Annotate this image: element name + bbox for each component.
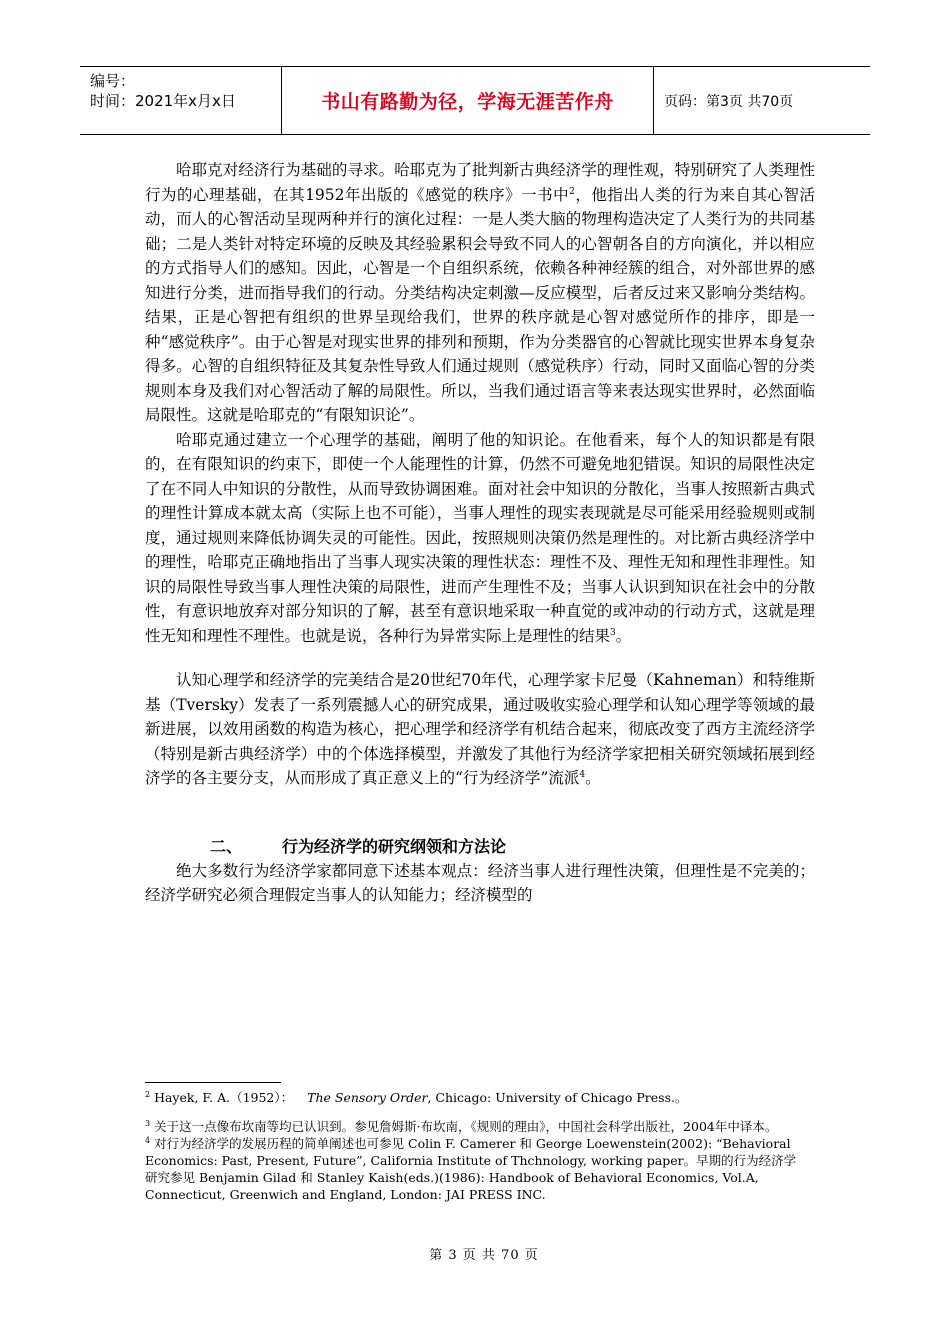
footnote-ref[interactable]: 2: [569, 186, 575, 197]
footnote-4: [145, 1135, 805, 1203]
footnotes: [145, 1089, 805, 1203]
footnote-3: [145, 1118, 805, 1135]
paragraph-text: 。: [585, 769, 601, 787]
footnote-text: 对行为经济学的发展历程的简单阐述也可参见 Colin F. Camerer 和 George Loewenstein(2002): “Behavioral Economics: Past, Present, Future”, California Institute of Thchnology, working paper。早期的行为经济学研究参见 Benjamin Gilad 和 Stanley Kaish(eds.)(1986): Handbook of Behavioral Economics, Vol.A, Connecticut, Greenwich and England, London: JAI PRESS INC.: [145, 1136, 797, 1202]
paragraph-text: ，他指出人类的行为来自其心智活动，而人的心智活动呈现两种并行的演化过程：一是人类大脑的物理构造决定了人类行为的共同基础；二是人类针对特定环境的反映及其经验累积会导致不同人的心智朝各自的方向演化，并以相应的方式指导人们的感知。因此，心智是一个自组织系统，依赖各种神经簇的组合，对外部世界的感知进行分类，进而指导我们的行动。分类结构决定刺激—反应模型，后者反过来又影响分类结构。结果，正是心智把有组织的世界呈现给我们，世界的秩序就是心智对感觉所作的排序，即是一种“感觉秩序”。由于心智是对现实世界的排列和预期，作为分类器官的心智就比现实世界本身复杂得多。心智的自组织特征及其复杂性导致人们通过规则（感觉秩序）行动，同时又面临心智的分类规则本身及我们对心智活动了解的局限性。所以，当我们通过语言等来表达现实世界时，必然面临局限性。这就是哈耶克的“有限知识论”。: [145, 185, 815, 424]
footnote-ref[interactable]: 4: [579, 769, 586, 780]
section-heading: [145, 835, 815, 859]
footnote-mark: 3: [145, 1118, 151, 1128]
footnote-mark: 4: [145, 1135, 151, 1145]
footnote-separator: [145, 1082, 281, 1083]
section-number: 二、: [210, 836, 243, 856]
page-header: [80, 66, 870, 135]
paragraph-hayek-sensory-order: [145, 158, 815, 428]
footer-page-number: 第 3 页 共 70 页: [429, 1248, 539, 1263]
paragraph-basic-views: 绝大多数行为经济学家都同意下述基本观点：经济当事人进行理性决策，但理性是不完美的；经济学研究必须合理假定当事人的认知能力；经济模型的: [145, 861, 815, 904]
document-body: [145, 158, 815, 908]
page-footer: [0, 1244, 950, 1263]
paragraph-text: 哈耶克通过建立一个心理学的基础，阐明了他的知识论。在他看来，每个人的知识都是有限的，在有限知识的约束下，即使一个人能理性的计算，仍然不可避免地犯错误。知识的局限性决定了在不同人中知识的分散性，从而导致协调困难。面对社会中知识的分散化，当事人按照新古典式的理性计算成本就太高（实际上也不可能），当事人理性的现实表现就是尽可能采用经验规则或制度，通过规则来降低协调失灵的可能性。因此，按照规则决策仍然是理性的。对比新古典经济学中的理性，哈耶克正确地指出了当事人现实决策的理性状态：理性不及、理性无知和理性非理性。知识的局限性导致当事人理性决策的局限性，进而产生理性不及；当事人认识到知识在社会中的分散性，有意识地放弃对部分知识的了解，甚至有意识地采取一种直觉的或冲动的行动方式，这就是理性无知和理性不理性。也就是说，各种行为异常实际上是理性的结果: [145, 430, 815, 645]
paragraph-text: 。: [615, 626, 632, 645]
book-title: The Sensory Order: [307, 1090, 428, 1105]
footnote-ref[interactable]: 3: [610, 627, 616, 638]
header-motto-cell: [282, 67, 654, 134]
paragraph-text: 哈耶克对经济行为基础的寻求。哈耶克为了批判新古典经济学的理性观，特别研究了人类理性行为的心理基础，在其1952年出版的《感觉的秩序》一书中: [145, 161, 815, 204]
section-title: 行为经济学的研究纲领和方法论: [282, 836, 507, 856]
footnote-text: 关于这一点像布坎南等均已认识到。参见詹姆斯·布坎南，《规则的理由》，中国社会科学出版社，2004年中译本。: [150, 1119, 778, 1134]
footnote-2: [145, 1089, 805, 1106]
footnote-mark: 2: [145, 1089, 151, 1099]
footnote-text: , Chicago: University of Chicago Press.。: [427, 1090, 688, 1105]
serial-label: 编号：: [90, 72, 136, 90]
header-page-info-cell: [654, 67, 870, 134]
paragraph-kahneman-tversky: [145, 668, 815, 791]
header-motto: 书山有路勤为径，学海无涯苦作舟: [321, 91, 614, 113]
footnote-text: Hayek, F. A.（1952）：: [150, 1090, 294, 1105]
date-label: 时间：2021年x月x日: [90, 92, 236, 110]
header-meta: [80, 67, 282, 134]
header-page-info: 页码：第3页 共70页: [664, 93, 794, 110]
paragraph-hayek-knowledge: [145, 428, 815, 649]
paragraph-text: 认知心理学和经济学的完美结合是20世纪70年代，心理学家卡尼曼（Kahneman）和特维斯基（Tversky）发表了一系列震撼人心的研究成果，通过吸收实验心理学和认知心理学等领域的最新进展，以效用函数的构造为核心，把心理学和经济学有机结合起来，彻底改变了西方主流经济学（特别是新古典经济学）中的个体选择模型，并激发了其他行为经济学家把相关研究领域拓展到经济学的各主要分支，从而形成了真正意义上的“行为经济学”流派: [145, 671, 815, 787]
